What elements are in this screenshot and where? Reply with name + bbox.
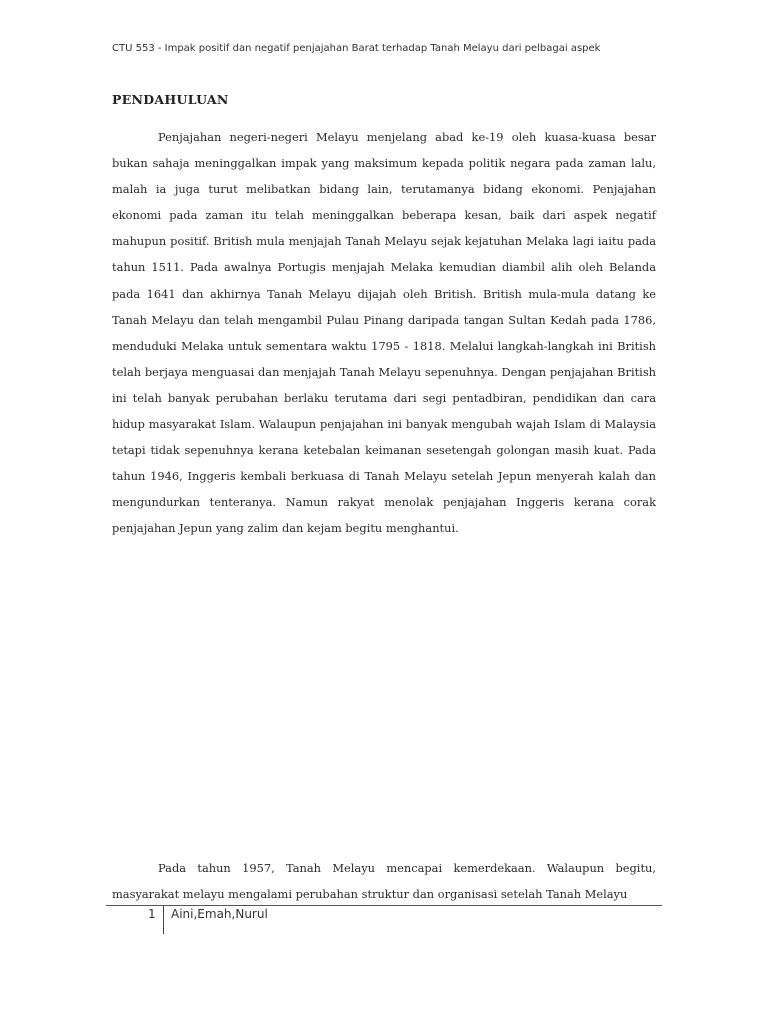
footer-page-number: 1	[148, 907, 156, 921]
footer-authors: Aini,Emah,Nurul	[171, 907, 268, 921]
footer-rule	[106, 905, 662, 906]
body-paragraph-2: Pada tahun 1957, Tanah Melayu mencapai kemerdekaan. Walaupun begitu, masyarakat melayu mengalami perubahan struktur dan organisasi setelah Tanah Melayu	[112, 861, 656, 902]
body-paragraph-1: Penjajahan negeri-negeri Melayu menjelang abad ke-19 oleh kuasa-kuasa besar bukan sahaja meninggalkan impak yang maksimum kepada politik negara pada zaman lalu, malah ia juga turut melibatkan bidang lain, terutamanya bidang ekonomi. Penjajahan ekonomi pada zaman itu telah meninggalkan beberapa kesan, baik dari aspek negatif mahupun positif. British mula menjajah Tanah Melayu sejak kejatuhan Melaka lagi iaitu pada tahun 1511. Pada awalnya Portugis menjajah Melaka kemudian diambil alih oleh Belanda pada 1641 dan akhirnya Tanah Melayu dijajah oleh British. British mula-mula datang ke Tanah Melayu dan telah mengambil Pulau Pinang daripada tangan Sultan Kedah pada 1786, menduduki Melaka untuk sementara waktu 1795 - 1818. Melalui langkah-langkah ini British telah berjaya menguasai dan menjajah Tanah Melayu sepenuhnya. Dengan penjajahan British ini telah banyak perubahan berlaku terutama dari segi pentadbiran, pendidikan dan cara hidup masyarakat Islam. Walaupun penjajahan ini banyak mengubah wajah Islam di Malaysia tetapi tidak sepenuhnya kerana ketebalan keimanan sesetengah golongan masih kuat. Pada tahun 1946, Inggeris kembali berkuasa di Tanah Melayu setelah Jepun menyerah kalah dan mengundurkan tenteranya. Namun rakyat menolak penjajahan Inggeris kerana corak penjajahan Jepun yang zalim dan kejam begitu menghantui.	[112, 130, 656, 536]
section-heading: PENDAHULUAN	[112, 92, 229, 107]
running-header: CTU 553 - Impak positif dan negatif penjajahan Barat terhadap Tanah Melayu dari pelbagai aspek	[112, 43, 601, 54]
footer-divider	[163, 906, 164, 934]
